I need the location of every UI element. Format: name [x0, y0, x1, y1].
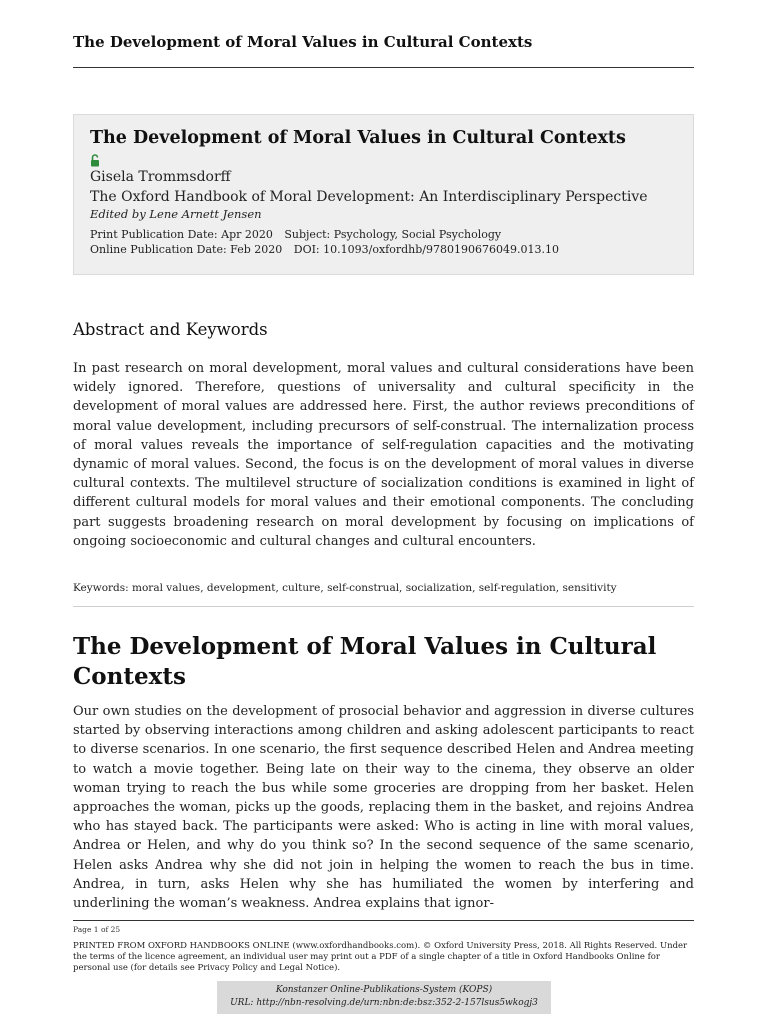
keywords: Keywords: moral values, development, culture, self-construal, socialization, self-regulation, sensitivity — [73, 582, 617, 594]
online-date: Feb 2020 — [230, 243, 283, 256]
editor-line: Edited by Lene Arnett Jensen — [90, 207, 262, 221]
subject-label: Subject: — [284, 228, 331, 241]
footer-rule — [73, 920, 694, 921]
chapter-title: The Development of Moral Values in Cultural Contexts — [90, 128, 626, 148]
print-notice: PRINTED FROM OXFORD HANDBOOKS ONLINE (www.oxfordhandbooks.com). © Oxford University Press, 2018. All Rights Reserved. Under the terms of the licence agreement, an individual user may print out a PDF of a single chapter of a title in Oxford Handbooks Online for personal use (for details see Privacy Policy and Legal Notice). — [73, 941, 688, 973]
online-info-line — [90, 242, 677, 257]
open-access-lock-icon — [90, 152, 677, 166]
doi-label: DOI: — [293, 243, 320, 256]
print-date-label: Print Publication Date: — [90, 228, 218, 241]
online-date-label: Online Publication Date: — [90, 243, 227, 256]
section-heading: The Development of Moral Values in Cultural Contexts — [73, 633, 657, 690]
page-number: Page 1 of 25 — [73, 925, 121, 934]
print-info-line — [90, 227, 677, 242]
book-title: The Oxford Handbook of Moral Development: An Interdisciplinary Perspective — [90, 189, 648, 205]
abstract-text: In past research on moral development, moral values and cultural considerations have been widely ignored. Therefore, questions of universality and cultural specificity in the development of moral values are addressed here. First, the author reviews preconditions of moral value development, including precursors of self-construal. The internalization process of moral values reveals the importance of self-regulation capacities and the motivating dynamic of moral values. Second, the focus is on the development of moral values in diverse cultural contexts. The multilevel structure of socialization conditions is examined in light of different cultural models for moral values and their emotional components. The concluding part suggests broadening research on moral development by focusing on implications of ongoing socioeconomic and cultural changes and cultural encounters. — [73, 361, 694, 549]
section-divider — [73, 606, 694, 607]
citation-box — [73, 114, 694, 275]
kops-stamp — [217, 981, 551, 1014]
header-rule — [73, 67, 694, 68]
kops-url: URL: http://nbn-resolving.de/urn:nbn:de:bsz:352-2-157lsus5wkogj3 — [230, 998, 538, 1008]
abstract-heading: Abstract and Keywords — [73, 320, 268, 339]
publication-info — [90, 227, 677, 257]
kops-line-1: Konstanzer Online-Publikations-System (KOPS) — [275, 985, 493, 995]
subject: Psychology, Social Psychology — [333, 228, 502, 241]
print-date: Apr 2020 — [221, 228, 273, 241]
body-text: Our own studies on the development of prosocial behavior and aggression in diverse cultures started by observing interactions among children and asking adolescent participants to react to diverse scenarios. In one scenario, the first sequence described Helen and Andrea meeting to watch a movie together. Being late on their way to the cinema, they observe an older woman trying to reach the bus while some groceries are dropping from her basket. Helen approaches the woman, picks up the goods, replacing them in the basket, and rejoins Andrea who has stayed back. The participants were asked: Who is acting in line with moral values, Andrea or Helen, and why do you think so? In the second sequence of the same scenario, Helen asks Andrea why she did not join in helping the women to reach the bus in time. Andrea, in turn, asks Helen why she has humiliated the women by interfering and underlining the woman’s weakness. Andrea explains that ignor- — [73, 704, 694, 912]
author-name: Gisela Trommsdorff — [90, 169, 231, 185]
doi: 10.1093/oxfordhb/9780190676049.013.10 — [323, 243, 559, 256]
running-head: The Development of Moral Values in Cultural Contexts — [73, 33, 533, 51]
